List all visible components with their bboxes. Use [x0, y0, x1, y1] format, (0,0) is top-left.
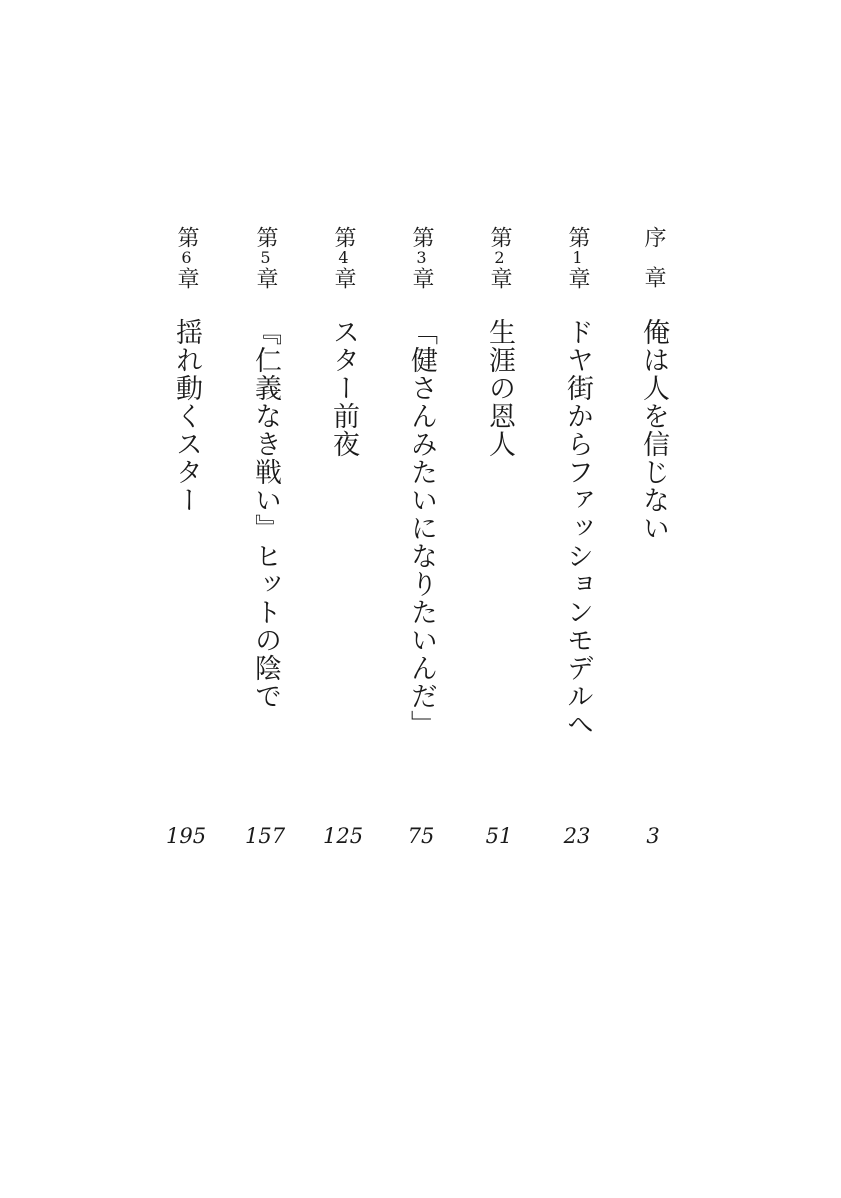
chapter-title: 俺は人を信じない [638, 318, 669, 542]
chapter-page-number: 23 [563, 824, 591, 848]
toc-entry-prologue[interactable] [633, 226, 673, 866]
chapter-label: 第2章 [487, 226, 512, 289]
chapter-page-number: 125 [323, 824, 364, 848]
chapter-label: 第5章 [253, 226, 278, 289]
chapter-label: 第6章 [174, 226, 199, 289]
chapter-title: スター前夜 [328, 318, 359, 458]
toc-entry-chapter-6[interactable] [166, 226, 206, 866]
chapter-title: 『仁義なき戦い』ヒットの陰で [250, 318, 281, 710]
chapter-label: 第1章 [565, 226, 590, 289]
chapter-label: 第4章 [331, 226, 356, 289]
toc-entry-chapter-1[interactable] [557, 226, 597, 866]
chapter-label: 序章 [641, 226, 666, 288]
chapter-title: 揺れ動くスター [171, 318, 202, 514]
toc-entry-chapter-5[interactable] [245, 226, 285, 866]
chapter-title: 「健さんみたいになりたいんだ」 [406, 318, 437, 738]
chapter-page-number: 51 [485, 824, 513, 848]
toc-entry-chapter-3[interactable] [401, 226, 441, 866]
chapter-page-number: 195 [166, 824, 207, 848]
toc-entry-chapter-2[interactable] [479, 226, 519, 866]
chapter-title: ドヤ街からファッションモデルへ [562, 318, 593, 738]
chapter-title: 生涯の恩人 [484, 318, 515, 458]
chapter-page-number: 75 [407, 824, 435, 848]
chapter-page-number: 157 [245, 824, 286, 848]
toc-entry-chapter-4[interactable] [323, 226, 363, 866]
chapter-label: 第3章 [409, 226, 434, 289]
chapter-page-number: 3 [646, 824, 660, 848]
